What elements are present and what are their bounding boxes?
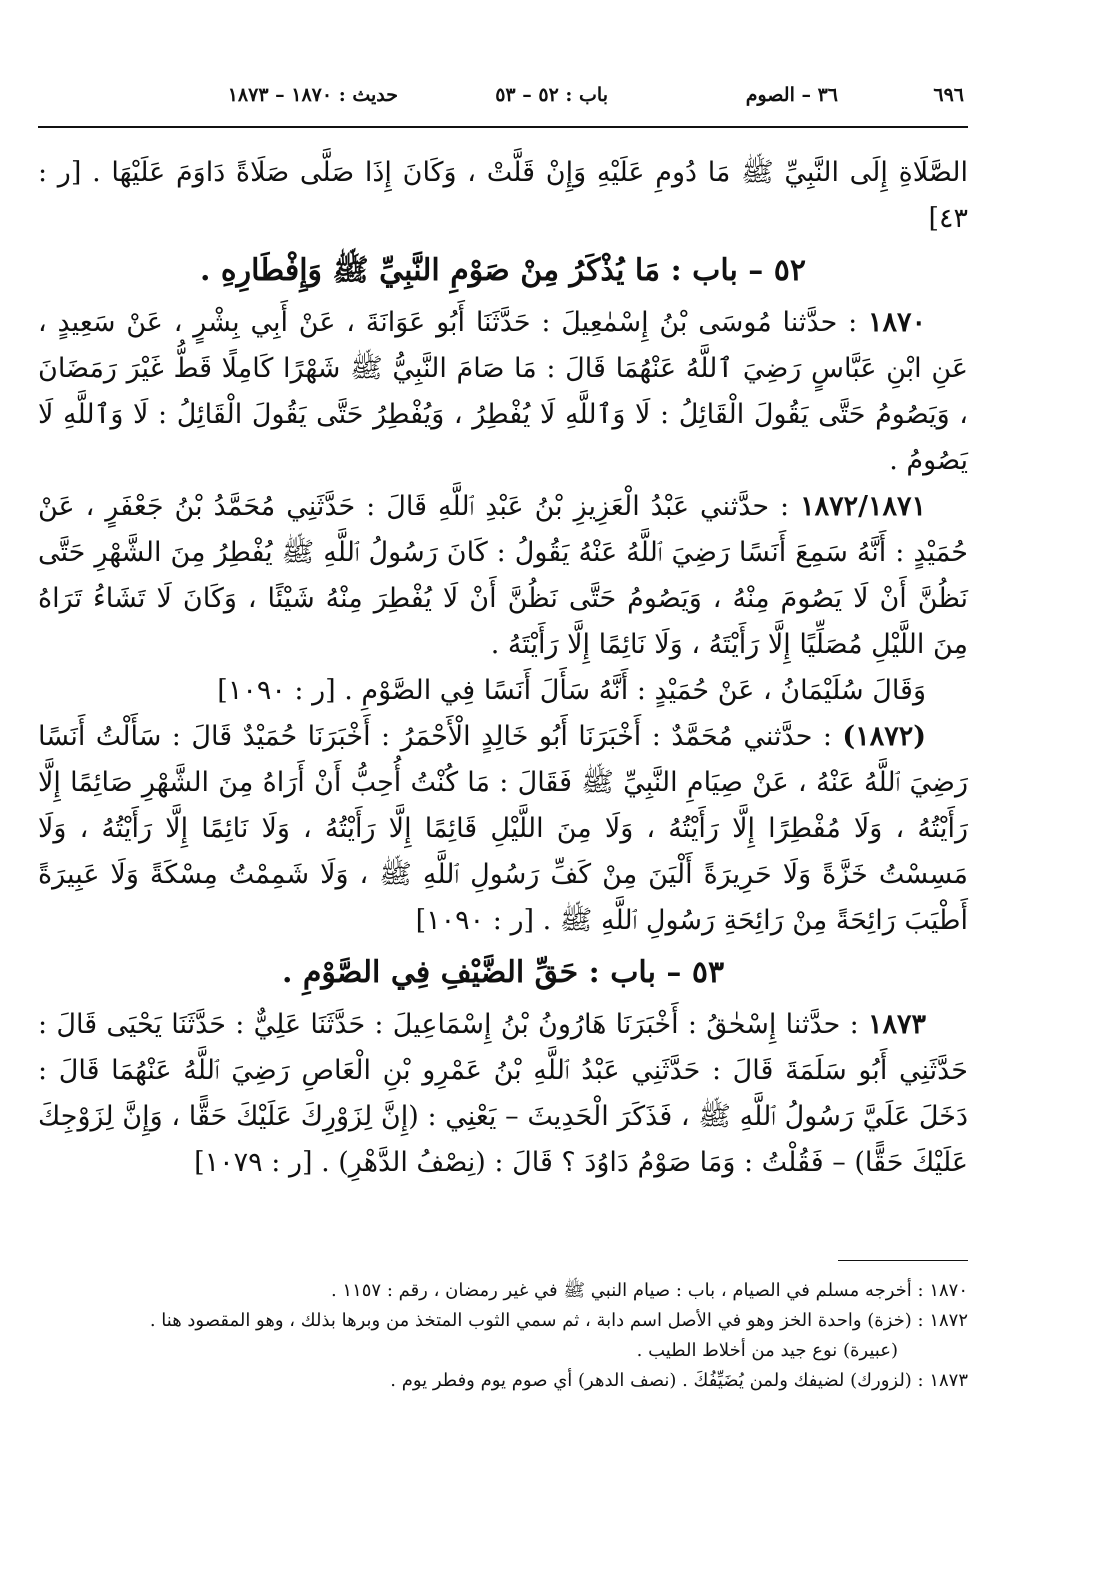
hadith-text: : حدَّثنا إِسْحٰقُ : أَخْبَرَنَا هَارُونُ بْنُ إِسْمَاعِيلَ : حَدَّثَنَا عَلِيٌّ : حَدَّثَنَا يَحْيَى قَالَ : حَدَّثَنِي أَبُو سَلَمَةَ قَالَ : حَدَّثَنِي عَبْدُ ٱللَّهِ بْنُ عَمْرِو بْنِ الْعَاصِ رَضِيَ ٱللَّهُ عَنْهُمَا قَالَ : دَخَلَ عَلَيَّ رَسُولُ ٱللَّهِ ﷺ ، فَذَكَرَ الْحَدِيثَ – يَعْنِي : (إِنَّ لِزَوْرِكَ عَلَيْكَ حَقًّا ، وَإِنَّ لِزَوْجِكَ عَلَيْكَ حَقًّا) – فَقُلْتُ : وَمَا صَوْمُ دَاوُدَ ؟ قَالَ : (نِصْفُ الدَّهْرِ) . [ر : ١٠٧٩]	[38, 1009, 968, 1178]
hadith-number: ١٨٧٣	[867, 1009, 926, 1040]
bab-range: باب : ٥٢ – ٥٣	[495, 84, 608, 106]
chapter-title: ٣٦ – الصوم	[745, 84, 838, 106]
hadith-text: : حدَّثني عَبْدُ الْعَزِيزِ بْنُ عَبْدِ ٱللَّهِ قَالَ : حَدَّثَنِي مُحَمَّدُ بْنُ جَعْفَرٍ ، عَنْ حُمَيْدٍ : أَنَّهُ سَمِعَ أَنَسًا رَضِيَ ٱللَّهُ عَنْهُ يَقُولُ : كَانَ رَسُولُ ٱللَّهِ ﷺ يُفْطِرُ مِنَ الشَّهْرِ حَتَّى نَظُنَّ أَنْ لَا يَصُومَ مِنْهُ ، وَيَصُومُ حَتَّى نَظُنَّ أَنْ لَا يُفْطِرَ مِنْهُ شَيْئًا ، وَكَانَ لَا تَشَاءُ تَرَاهُ مِنَ اللَّيْلِ مُصَلِّيًا إِلَّا رَأَيْتَهُ ، وَلَا نَائِمًا إِلَّا رَأَيْتَهُ .	[38, 491, 968, 660]
page-number: ٦٩٦	[933, 84, 964, 106]
hadith-range: حديث : ١٨٧٠ – ١٨٧٣	[227, 84, 398, 106]
footnote-divider	[838, 1260, 968, 1261]
footnote-1873: ١٨٧٣ : (لزورك) لضيفك ولمن يُضَيِّفُكَ . (نصف الدهر) أي صوم يوم وفطر يوم .	[390, 1370, 968, 1391]
hadith-text: : حدَّثني مُحَمَّدٌ : أَخْبَرَنَا أَبُو خَالِدٍ الْأَحْمَرُ : أَخْبَرَنَا حُمَيْدٌ قَالَ : سَأَلْتُ أَنَسًا رَضِيَ ٱللَّهُ عَنْهُ ، عَنْ صِيَامِ النَّبِيِّ ﷺ فَقَالَ : مَا كُنْتُ أُحِبُّ أَنْ أَرَاهُ مِنَ الشَّهْرِ صَائِمًا إِلَّا رَأَيْتُهُ ، وَلَا مُفْطِرًا إِلَّا رَأَيْتُهُ ، وَلَا مِنَ اللَّيْلِ قَائِمًا إِلَّا رَأَيْتُهُ ، وَلَا نَائِمًا إِلَّا رَأَيْتُهُ ، وَلَا مَسِسْتُ خَزَّةً وَلَا حَرِيرَةً أَلْيَنَ مِنْ كَفِّ رَسُولِ ٱللَّهِ ﷺ ، وَلَا شَمِمْتُ مِسْكَةً وَلَا عَبِيرَةً أَطْيَبَ رَائِحَةً مِنْ رَائِحَةِ رَسُولِ ٱللَّهِ ﷺ . [ر : ١٠٩٠]	[38, 721, 968, 936]
hadith-1872	[38, 714, 968, 944]
book-page	[38, 80, 968, 1560]
footnotes	[38, 1276, 968, 1396]
hadith-1873	[38, 1002, 968, 1186]
hadith-1871-sulayman: وَقَالَ سُلَيْمَانُ ، عَنْ حُمَيْدٍ : أَنَّهُ سَأَلَ أَنَسًا فِي الصَّوْمِ . [ر : ١٠٩٠]	[217, 675, 926, 706]
running-header	[38, 80, 968, 116]
chapter-heading-53: ٥٣ – باب : حَقِّ الضَّيْفِ فِي الصَّوْمِ .	[281, 955, 725, 990]
continuation-line: الصَّلَاةِ إِلَى النَّبِيِّ ﷺ مَا دُومِ عَلَيْهِ وَإِنْ قَلَّتْ ، وَكَانَ إِذَا صَلَّى صَلَاةً دَاوَمَ عَلَيْهَا . [ر : ٤٣]	[38, 157, 968, 234]
hadith-number: (١٨٧٢)	[842, 721, 926, 752]
hadith-text: : حدَّثنا مُوسَى بْنُ إِسْمٰعِيلَ : حَدَّثَنَا أَبُو عَوَانَةَ ، عَنْ أَبِي بِشْرٍ ، عَنْ سَعِيدٍ ، عَنِ ابْنِ عَبَّاسٍ رَضِيَ ٱللَّهُ عَنْهُمَا قَالَ : مَا صَامَ النَّبِيُّ ﷺ شَهْرًا كَامِلًا قَطُّ غَيْرَ رَمَضَانَ ، وَيَصُومُ حَتَّى يَقُولَ الْقَائِلُ : لَا وَٱللَّهِ لَا يُفْطِرُ ، وَيُفْطِرُ حَتَّى يَقُولَ الْقَائِلُ : لَا وَٱللَّهِ لَا يَصُومُ .	[38, 307, 968, 476]
hadith-number: ١٨٧٠	[867, 307, 926, 338]
footnote-1870: ١٨٧٠ : أخرجه مسلم في الصيام ، باب : صيام النبي ﷺ في غير رمضان ، رقم : ١١٥٧ .	[330, 1280, 968, 1301]
footnote-1872-cont: (عبيرة) نوع جيد من أخلاط الطيب .	[636, 1340, 898, 1361]
chapter-heading-52: ٥٢ – باب : مَا يُذْكَرُ مِنْ صَوْمِ النَّبِيِّ ﷺ وَإِفْطَارِهِ .	[200, 253, 806, 288]
footnote-1872: ١٨٧٢ : (خزة) واحدة الخز وهو في الأصل اسم دابة ، ثم سمي الثوب المتخذ من وبرها بذلك ، وهو المقصود هنا .	[149, 1310, 968, 1331]
header-divider	[38, 126, 968, 128]
hadith-1870	[38, 300, 968, 484]
main-text	[38, 150, 968, 1186]
hadith-number: ١٨٧٢/١٨٧١	[800, 491, 926, 522]
hadith-1871	[38, 484, 968, 668]
